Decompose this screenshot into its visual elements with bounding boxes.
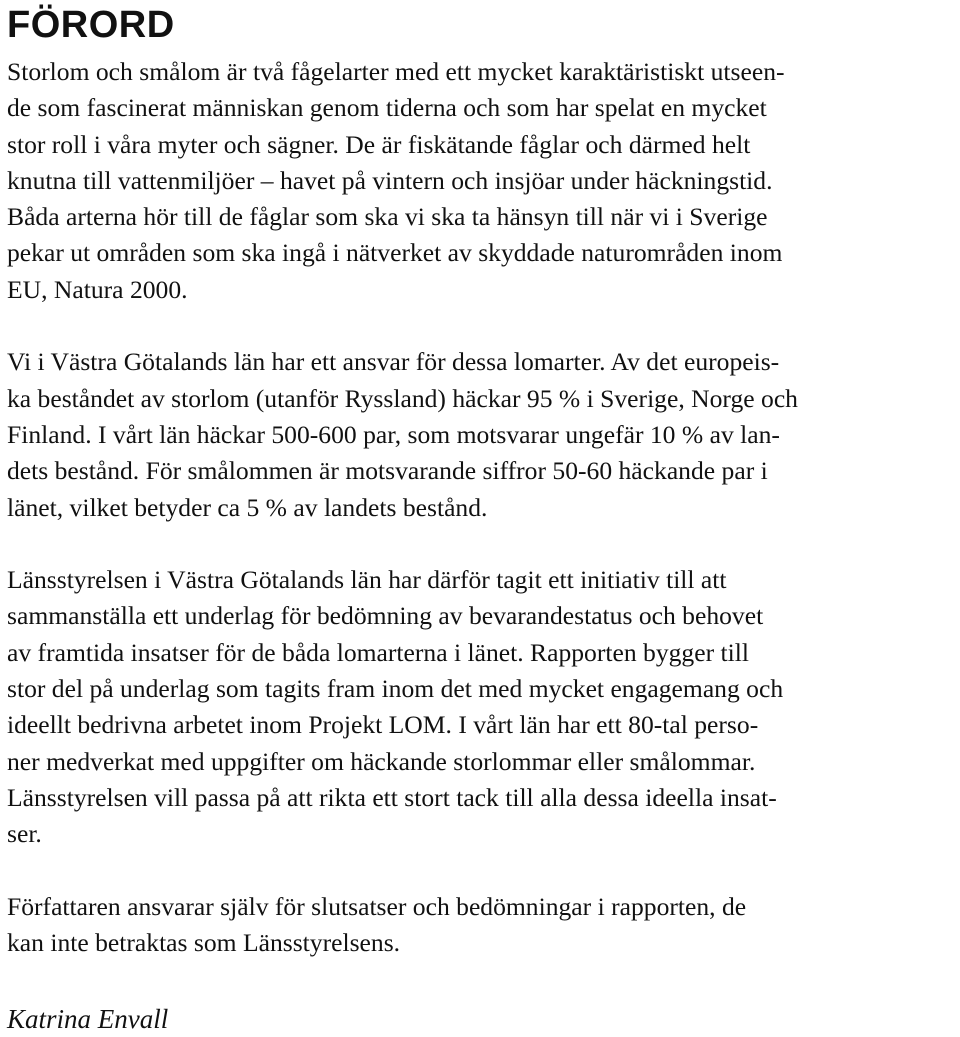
- text-line: de som fascinerat människan genom tiderna och som har spelat en mycket: [7, 93, 767, 123]
- text-line: knutna till vattenmiljöer – havet på vintern och insjöar under häckningstid.: [7, 165, 773, 195]
- text-line: pekar ut områden som ska ingå i nätverket av skyddade naturområden inom: [7, 238, 783, 268]
- paragraph-gap: [7, 308, 955, 344]
- text-line: av framtida insatser för de båda lomarterna i länet. Rapporten bygger till: [7, 637, 749, 667]
- page-title: FÖRORD: [7, 4, 175, 46]
- text-line: Båda arterna hör till de fåglar som ska vi ska ta hänsyn till när vi i Sverige: [7, 202, 768, 232]
- paragraph-gap: [7, 853, 955, 889]
- text-line: ner medverkat med uppgifter om häckande storlommar eller smålommar.: [7, 746, 756, 776]
- text-line: EU, Natura 2000.: [7, 274, 188, 304]
- text-line: ser.: [7, 819, 42, 849]
- text-line: Författaren ansvarar själv för slutsatser och bedömningar i rapporten, de: [7, 891, 747, 921]
- document-page: [7, 0, 955, 1037]
- text-line: Länsstyrelsen i Västra Götalands län har därför tagit ett initiativ till att: [7, 565, 727, 595]
- text-line: länet, vilket betyder ca 5 % av landets bestånd.: [7, 492, 488, 522]
- paragraph-disclaimer: [7, 889, 955, 962]
- text-line: Länsstyrelsen vill passa på att rikta ett stort tack till alla dessa ideella insat-: [7, 782, 777, 812]
- paragraph-intro: [7, 54, 955, 308]
- text-line: kan inte betraktas som Länsstyrelsens.: [7, 928, 401, 958]
- text-line: stor del på underlag som tagits fram inom det med mycket engagemang och: [7, 674, 784, 704]
- text-line: Finland. I vårt län häckar 500-600 par, som motsvarar ungefär 10 % av lan-: [7, 419, 780, 449]
- paragraph-responsibility: [7, 344, 955, 525]
- paragraph-gap: [7, 526, 955, 562]
- text-line: stor roll i våra myter och sägner. De är fiskätande fåglar och därmed helt: [7, 129, 751, 159]
- paragraph-initiative: [7, 562, 955, 852]
- text-line: sammanställa ett underlag för bedömning av bevarandestatus och behovet: [7, 601, 764, 631]
- author-signature: Katrina Envall: [7, 1004, 169, 1035]
- text-line: ideellt bedrivna arbetet inom Projekt LOM. I vårt län har ett 80-tal perso-: [7, 710, 759, 740]
- text-line: dets bestånd. För smålommen är motsvarande siffror 50-60 häckande par i: [7, 456, 768, 486]
- text-line: ka beståndet av storlom (utanför Ryssland) häckar 95 % i Sverige, Norge och: [7, 383, 798, 413]
- text-line: Vi i Västra Götalands län har ett ansvar för dessa lomarter. Av det europeis-: [7, 347, 780, 377]
- text-line: Storlom och smålom är två fågelarter med ett mycket karaktäristiskt utseen-: [7, 57, 785, 86]
